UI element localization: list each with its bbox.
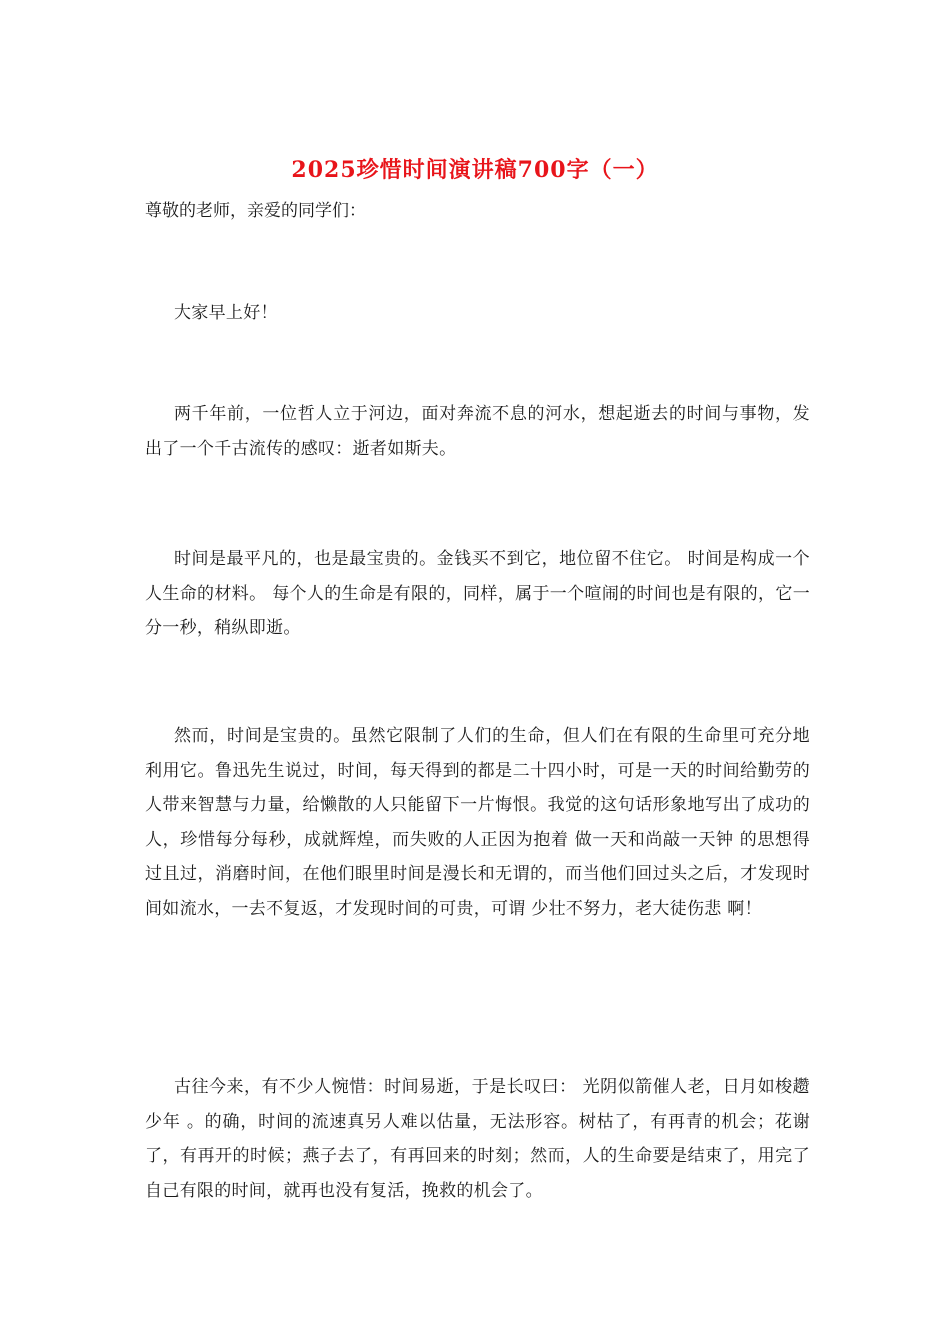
paragraph-1: 大家早上好！ [174, 303, 278, 323]
paragraph-3: 时间是最平凡的，也是最宝贵的。金钱买不到它，地位留不住它。 时间是构成一个人生命的材料。 每个人的生命是有限的，同样，属于一个喧闹的时间也是有限的，它一分一秒，稍纵即逝。 [145, 549, 810, 638]
greeting-line: 尊敬的老师，亲爱的同学们： [145, 201, 366, 221]
paragraph-4: 然而，时间是宝贵的。虽然它限制了人们的生命，但人们在有限的生命里可充分地利用它。鲁迅先生说过，时间，每天得到的都是二十四小时，可是一天的时间给勤劳的人带来智慧与力量，给懒散的人只能留下一片悔恨。我觉的这句话形象地写出了成功的人，珍惜每分每秒，成就辉煌，而失败的人正因为抱着 做一天和尚敲一天钟 的思想得过且过，消磨时间，在他们眼里时间是漫长和无谓的，而当他们回过头之后，才发现时间如流水，一去不复返，才发现时间的可贵，可谓 少壮不努力，老大徒伤悲 啊！ [145, 726, 810, 919]
paragraph-5: 古往今来，有不少人惋惜：时间易逝，于是长叹曰： 光阴似箭催人老，日月如梭趱少年 。的确，时间的流速真另人难以估量，无法形容。树枯了，有再青的机会；花谢了，有再开的时候；燕子去了，有再回来的时刻；然而，人的生命要是结束了，用完了自己有限的时间，就再也没有复活，挽救的机会了。 [145, 1077, 810, 1201]
document-title: 2025珍惜时间演讲稿700字（一） [291, 157, 659, 183]
paragraph-2: 两千年前，一位哲人立于河边，面对奔流不息的河水，想起逝去的时间与事物，发出了一个千古流传的感叹：逝者如斯夫。 [145, 404, 810, 459]
